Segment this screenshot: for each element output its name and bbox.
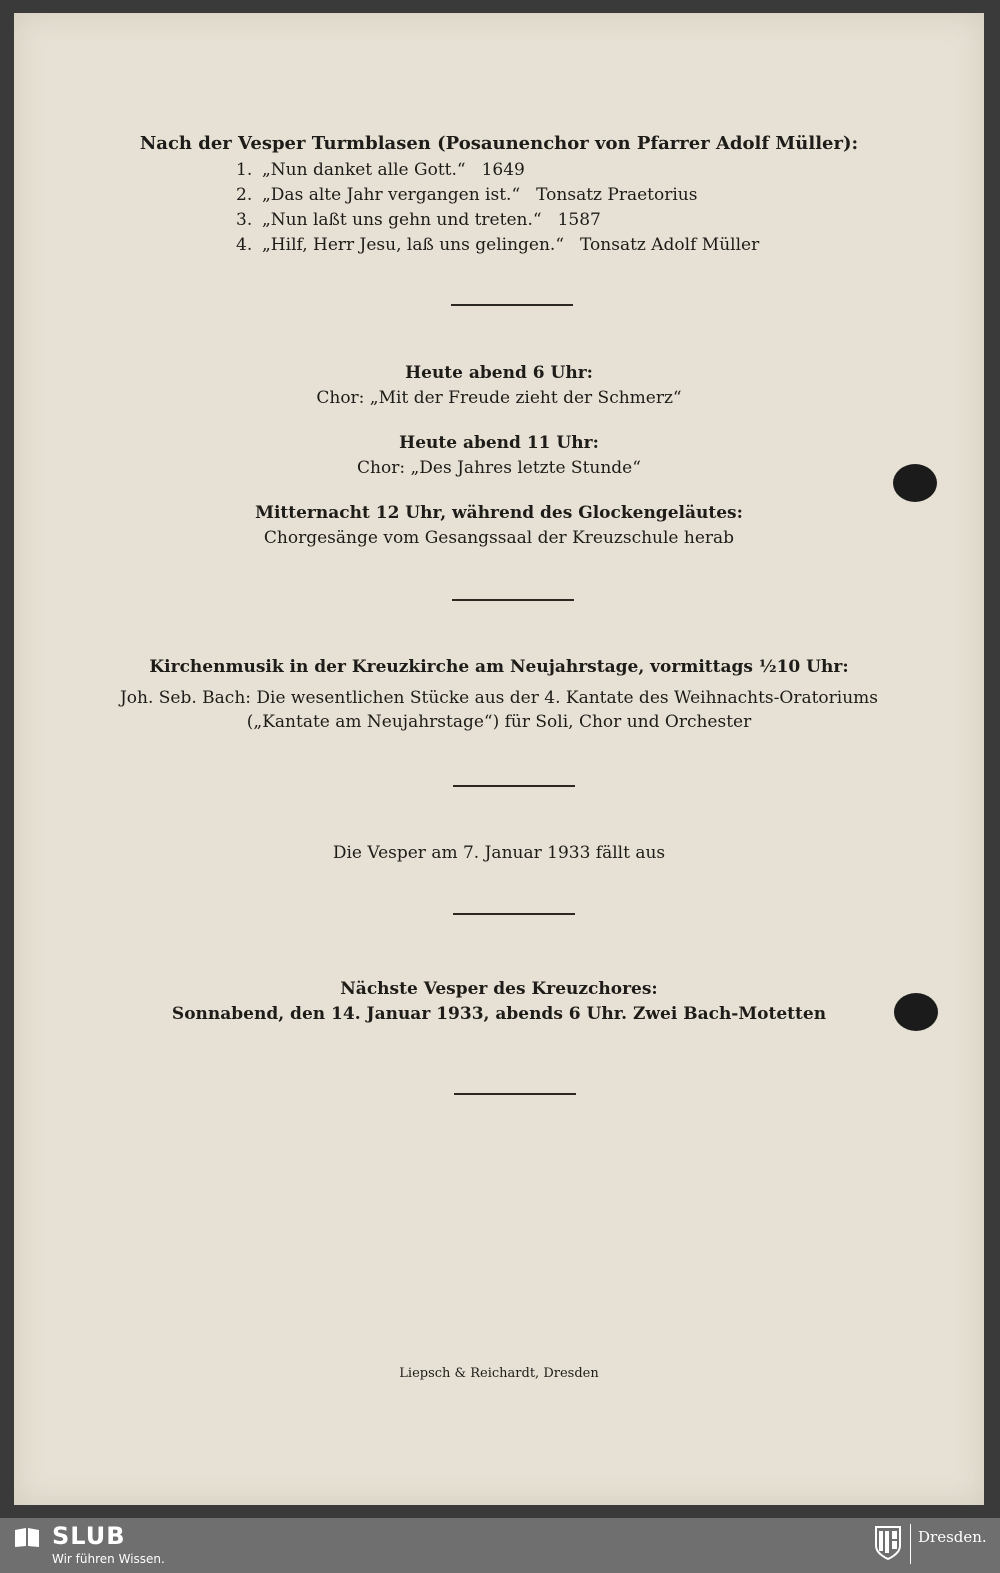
section-divider	[453, 913, 575, 915]
section-divider	[453, 785, 575, 787]
new-year-line2: („Kantate am Neujahrstage“) für Soli, Chor und Orchester	[246, 712, 752, 732]
punch-hole	[893, 464, 937, 502]
slub-brand[interactable]: SLUB	[52, 1522, 126, 1550]
viewer-footer	[0, 1518, 1000, 1573]
list-item: 2. „Das alte Jahr vergangen ist.“ Tonsatz Praetorius	[236, 185, 698, 205]
punch-hole	[894, 993, 938, 1031]
slub-book-icon	[14, 1526, 40, 1548]
footer-divider	[910, 1524, 911, 1564]
document-page	[14, 13, 984, 1505]
six-oclock-heading: Heute abend 6 Uhr:	[405, 363, 593, 383]
section-divider	[452, 599, 574, 601]
eleven-oclock-text: Chor: „Des Jahres letzte Stunde“	[357, 458, 641, 478]
new-year-line1: Joh. Seb. Bach: Die wesentlichen Stücke aus der 4. Kantate des Weihnachts-Oratoriums	[119, 688, 879, 708]
list-item: 3. „Nun laßt uns gehn und treten.“ 1587	[236, 210, 601, 230]
six-oclock-text: Chor: „Mit der Freude zieht der Schmerz“	[316, 388, 682, 408]
turmblasen-list	[236, 158, 759, 258]
midnight-text: Chorgesänge vom Gesangssaal der Kreuzschule herab	[263, 528, 735, 548]
printer-imprint: Liepsch & Reichardt, Dresden	[399, 1366, 599, 1381]
section-divider	[451, 304, 573, 306]
new-year-heading: Kirchenmusik in der Kreuzkirche am Neujahrstage, vormittags ½10 Uhr:	[149, 657, 849, 677]
dresden-crest-icon	[875, 1526, 901, 1560]
eleven-oclock-heading: Heute abend 11 Uhr:	[399, 433, 599, 453]
list-item: 1. „Nun danket alle Gott.“ 1649	[236, 160, 525, 180]
list-item: 4. „Hilf, Herr Jesu, laß uns gelingen.“ Tonsatz Adolf Müller	[236, 235, 760, 255]
next-vesper-text: Sonnabend, den 14. Januar 1933, abends 6 Uhr. Zwei Bach-Motetten	[171, 1004, 827, 1024]
next-vesper-heading: Nächste Vesper des Kreuzchores:	[340, 979, 658, 999]
midnight-heading: Mitternacht 12 Uhr, während des Glockengeläutes:	[255, 503, 743, 523]
slub-tagline: Wir führen Wissen.	[52, 1552, 165, 1566]
section-divider	[454, 1093, 576, 1095]
dresden-partner[interactable]: Dresden.	[918, 1528, 987, 1546]
turmblasen-heading: Nach der Vesper Turmblasen (Posaunenchor von Pfarrer Adolf Müller):	[139, 133, 859, 154]
cancel-notice: Die Vesper am 7. Januar 1933 fällt aus	[332, 843, 666, 863]
